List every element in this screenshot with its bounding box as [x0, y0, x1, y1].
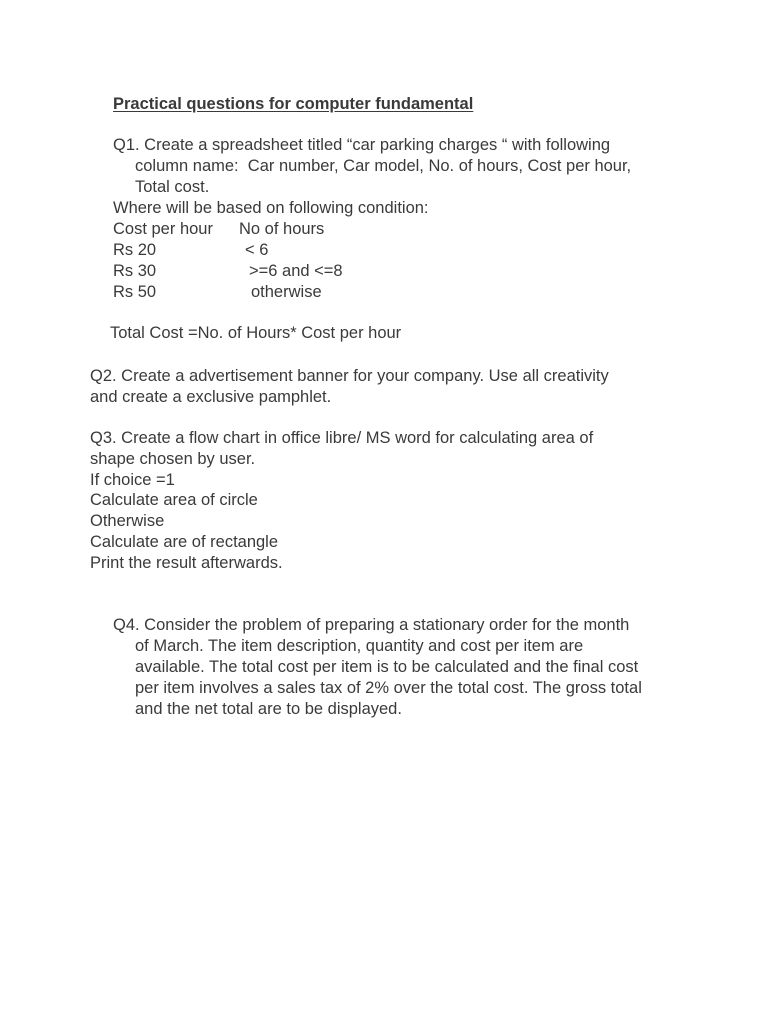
- q3-line-6: Calculate are of rectangle: [90, 533, 279, 551]
- q3-line-5: Otherwise: [90, 512, 165, 530]
- q1-table-cell-hours: < 6: [245, 241, 269, 259]
- q1-table-cell-cost: Rs 20: [113, 241, 157, 259]
- q1-table-cell-cost: Rs 50: [113, 283, 157, 301]
- q3-line-4: Calculate area of circle: [90, 491, 258, 509]
- q1-table-cell-hours: otherwise: [251, 283, 322, 301]
- q1-line-3: Total cost.: [135, 178, 210, 196]
- q4-line-1: Q4. Consider the problem of preparing a stationary order for the month: [113, 616, 630, 634]
- q4-line-4: per item involves a sales tax of 2% over the total cost. The gross total: [135, 679, 642, 697]
- q3-line-7: Print the result afterwards.: [90, 554, 283, 572]
- q4-line-5: and the net total are to be displayed.: [135, 700, 402, 718]
- q1-formula: Total Cost =No. of Hours* Cost per hour: [110, 324, 402, 342]
- q1-table-cell-hours: >=6 and <=8: [249, 262, 343, 280]
- q2-line-1: Q2. Create a advertisement banner for your company. Use all creativity: [90, 367, 609, 385]
- q1-table-cell-cost: Rs 30: [113, 262, 157, 280]
- q3-line-3: If choice =1: [90, 471, 175, 489]
- q1-table-header-hours: No of hours: [239, 220, 325, 238]
- document-title: Practical questions for computer fundamental: [113, 95, 474, 113]
- q4-line-3: available. The total cost per item is to be calculated and the final cost: [135, 658, 639, 676]
- q1-line-2: column name: Car number, Car model, No. of hours, Cost per hour,: [135, 157, 632, 175]
- q1-line-1: Q1. Create a spreadsheet titled “car parking charges “ with following: [113, 136, 611, 154]
- q3-line-1: Q3. Create a flow chart in office libre/ MS word for calculating area of: [90, 429, 594, 447]
- q1-table-header-cost: Cost per hour: [113, 220, 213, 238]
- q4-line-2: of March. The item description, quantity and cost per item are: [135, 637, 584, 655]
- q2-line-2: and create a exclusive pamphlet.: [90, 388, 332, 406]
- q3-line-2: shape chosen by user.: [90, 450, 256, 468]
- q1-condition-intro: Where will be based on following condition:: [113, 199, 429, 217]
